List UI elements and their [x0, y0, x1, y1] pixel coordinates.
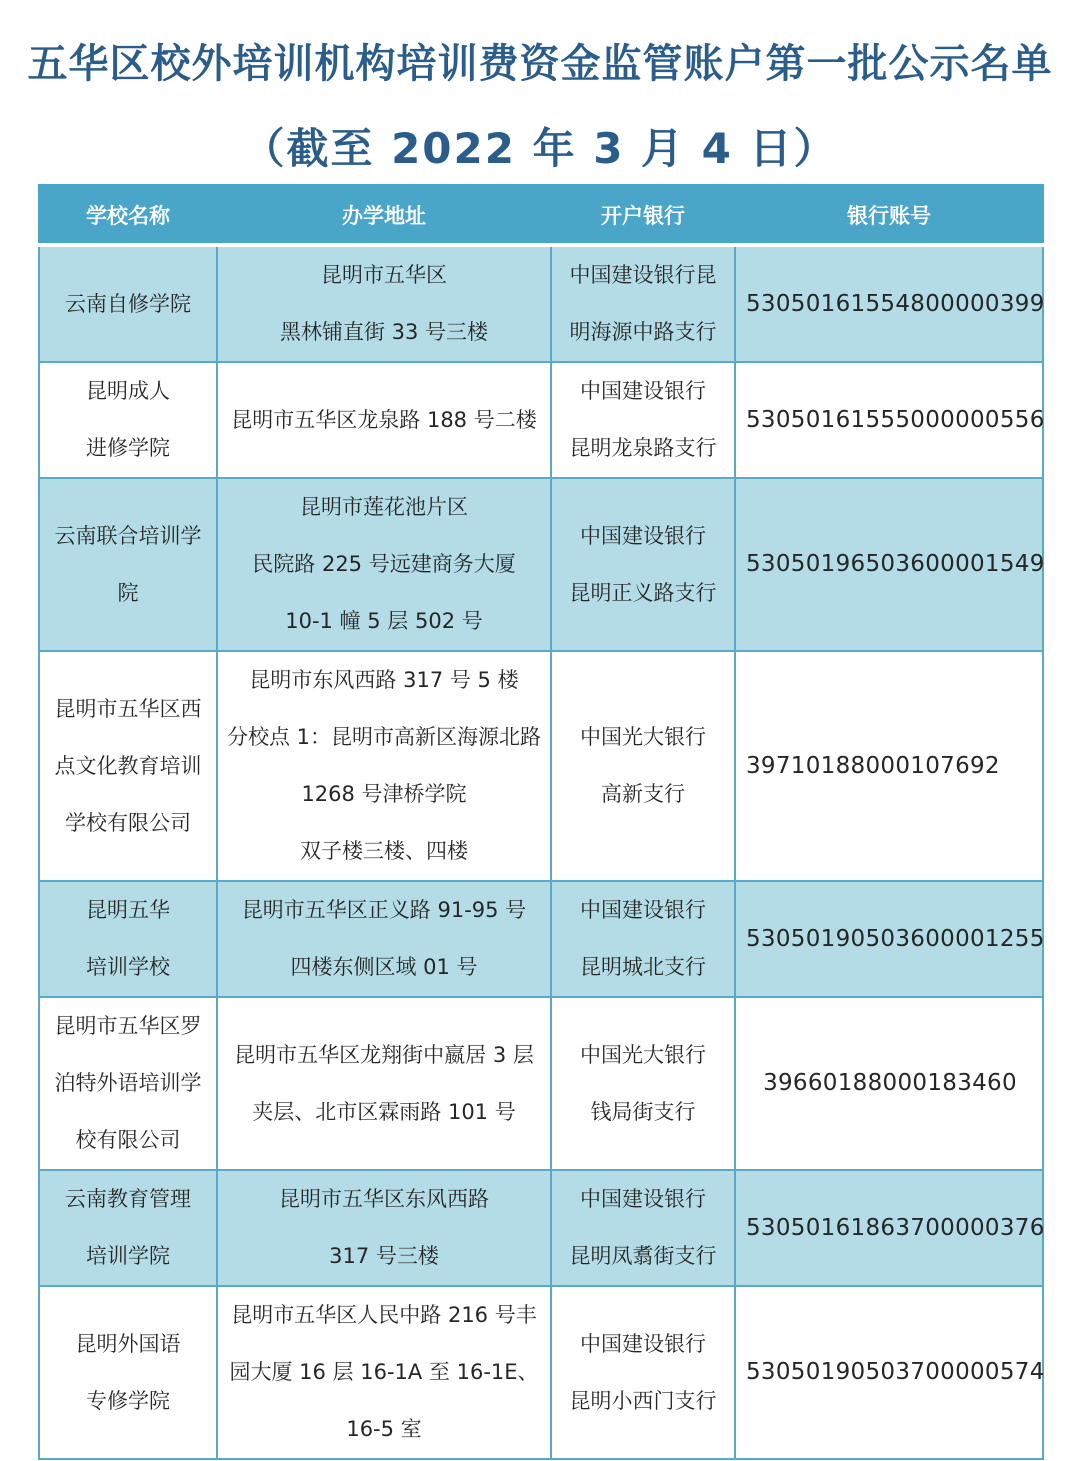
bank-cell: [551, 362, 735, 478]
table-row: [39, 997, 1043, 1170]
address-cell-line: 昆明市五华区正义路 91-95 号: [241, 898, 527, 922]
address-cell-line: 昆明市五华区人民中路 216 号丰: [231, 1303, 537, 1327]
school-name-cell: [39, 997, 217, 1170]
accounts-table-container: [38, 184, 1045, 1460]
school-name-cell-line: 昆明成人: [86, 379, 170, 403]
bank-cell: [551, 245, 735, 362]
school-name-cell-line: 培训学校: [86, 955, 170, 979]
school-name-cell-line: 进修学院: [86, 436, 170, 460]
table-row: [39, 362, 1043, 478]
account-cell: 53050190503600001255: [735, 881, 1043, 997]
address-cell: [217, 362, 551, 478]
table-row: [39, 881, 1043, 997]
address-cell: [217, 881, 551, 997]
table-row: [39, 245, 1043, 362]
table-row: [39, 1170, 1043, 1286]
bank-cell: [551, 997, 735, 1170]
school-name-cell: [39, 1170, 217, 1286]
account-cell: 53050161554800000399: [735, 245, 1043, 362]
bank-cell-line: 中国建设银行: [580, 1187, 706, 1211]
address-cell-line: 民院路 225 号远建商务大厦: [252, 552, 516, 576]
bank-cell-line: 明海源中路支行: [569, 320, 717, 344]
table-body: [39, 245, 1043, 1459]
bank-cell-line: 昆明小西门支行: [569, 1388, 717, 1413]
school-name-cell-line: 专修学院: [86, 1388, 170, 1413]
header-school-name: 学校名称: [39, 185, 217, 245]
address-cell-line: 昆明市莲花池片区: [300, 495, 468, 519]
account-cell: 39660188000183460: [735, 997, 1043, 1170]
header-address: 办学地址: [217, 185, 551, 245]
school-name-cell-line: 学校有限公司: [65, 810, 191, 835]
address-cell: [217, 997, 551, 1170]
address-cell-line: 四楼东侧区域 01 号: [290, 955, 478, 979]
address-cell-line: 昆明市五华区龙翔街中嬴居 3 层: [234, 1042, 534, 1067]
bank-cell-line: 中国建设银行昆: [569, 263, 717, 287]
account-cell: 53050190503700000574: [735, 1286, 1043, 1459]
page-title: 五华区校外培训机构培训费资金监管账户第一批公示名单: [27, 41, 1053, 87]
address-cell-line: 夹层、北市区霖雨路 101 号: [252, 1099, 516, 1124]
school-name-cell-line: 院: [117, 580, 139, 605]
school-name-cell-line: 昆明五华: [86, 898, 170, 922]
school-name-cell-line: 泊特外语培训学: [54, 1071, 202, 1095]
address-cell-line: 10-1 幢 5 层 502 号: [285, 609, 483, 633]
bank-cell-line: 中国光大银行: [580, 725, 706, 749]
address-cell: [217, 1170, 551, 1286]
address-cell: [217, 1286, 551, 1459]
account-cell: 53050161555000000556: [735, 362, 1043, 478]
school-name-cell: [39, 362, 217, 478]
school-name-cell: [39, 651, 217, 881]
address-cell-line: 昆明市五华区东风西路: [279, 1187, 489, 1211]
address-cell-line: 分校点 1：昆明市高新区海源北路: [226, 725, 542, 749]
school-name-cell-line: 昆明外国语: [75, 1331, 181, 1356]
bank-cell-line: 中国建设银行: [580, 1331, 706, 1356]
address-cell-line: 黑林铺直街 33 号三楼: [279, 320, 489, 344]
address-cell-line: 双子楼三楼、四楼: [300, 839, 468, 863]
bank-cell-line: 昆明龙泉路支行: [569, 436, 717, 460]
bank-cell-line: 中国光大银行: [580, 1042, 706, 1067]
bank-cell: [551, 881, 735, 997]
address-cell-line: 317 号三楼: [329, 1244, 439, 1268]
address-cell-line: 16-5 室: [346, 1417, 422, 1441]
bank-cell-line: 中国建设银行: [580, 898, 706, 922]
school-name-cell-line: 昆明市五华区西: [54, 696, 202, 721]
bank-cell-line: 高新支行: [601, 782, 685, 806]
school-name-cell-line: 云南自修学院: [65, 291, 191, 316]
school-name-cell-line: 校有限公司: [75, 1128, 181, 1152]
account-cell: 53050196503600001549: [735, 478, 1043, 651]
address-cell-line: 1268 号津桥学院: [301, 782, 467, 806]
school-name-cell: [39, 245, 217, 362]
address-cell-line: 昆明市东风西路 317 号 5 楼: [249, 668, 519, 692]
bank-cell-line: 昆明正义路支行: [569, 580, 717, 605]
table-row: [39, 651, 1043, 881]
address-cell: [217, 245, 551, 362]
bank-cell: [551, 1170, 735, 1286]
school-name-cell-line: 昆明市五华区罗: [54, 1014, 202, 1038]
school-name-cell-line: 培训学院: [86, 1244, 170, 1268]
bank-cell-line: 昆明城北支行: [580, 955, 706, 979]
account-cell: 53050161863700000376: [735, 1170, 1043, 1286]
bank-cell: [551, 1286, 735, 1459]
header-bank: 开户银行: [551, 185, 735, 245]
school-name-cell: [39, 478, 217, 651]
table-row: [39, 1286, 1043, 1459]
address-cell-line: 园大厦 16 层 16-1A 至 16-1E、: [229, 1360, 539, 1384]
school-name-cell-line: 云南教育管理: [65, 1187, 191, 1211]
page-subtitle: （截至 2022 年 3 月 4 日）: [242, 124, 838, 173]
bank-cell-line: 中国建设银行: [580, 523, 706, 548]
bank-cell-line: 钱局街支行: [590, 1099, 696, 1124]
school-name-cell: [39, 881, 217, 997]
address-cell-line: 昆明市五华区龙泉路 188 号二楼: [231, 407, 537, 432]
school-name-cell: [39, 1286, 217, 1459]
address-cell: [217, 651, 551, 881]
header-account: 银行账号: [735, 185, 1043, 245]
bank-cell-line: 昆明凤翥街支行: [569, 1244, 717, 1268]
table-row: [39, 478, 1043, 651]
accounts-table: [38, 184, 1044, 1460]
school-name-cell-line: 云南联合培训学: [54, 523, 202, 548]
bank-cell: [551, 651, 735, 881]
bank-cell-line: 中国建设银行: [580, 379, 706, 403]
bank-cell: [551, 478, 735, 651]
account-cell: 39710188000107692: [735, 651, 1043, 881]
school-name-cell-line: 点文化教育培训: [54, 753, 202, 778]
address-cell-line: 昆明市五华区: [321, 263, 447, 287]
table-header-row: [39, 185, 1043, 245]
address-cell: [217, 478, 551, 651]
